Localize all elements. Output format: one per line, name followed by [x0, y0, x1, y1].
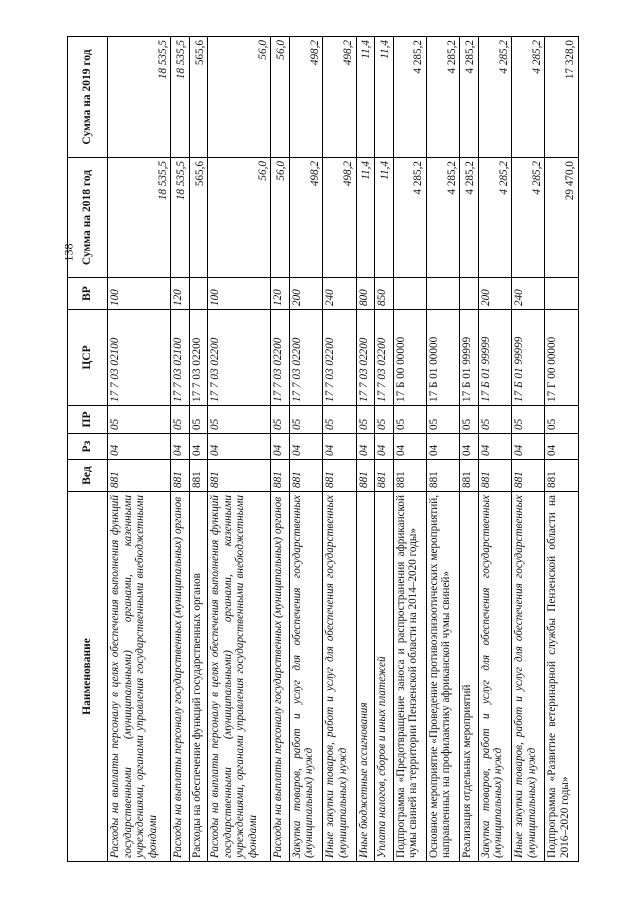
cell-name: Подпрограмма «Развитие ветеринарной службы Пензенской области на 2016–2020 годы» [545, 492, 579, 862]
cell-pr: 05 [426, 406, 459, 434]
table-header-row [68, 37, 108, 862]
cell-sum-2018: 11,4 [356, 158, 374, 278]
table-row [460, 37, 478, 862]
cell-sum-2019: 18 535,5 [171, 37, 189, 158]
cell-rz: 04 [189, 434, 207, 460]
cell-csr: 17 7 03 02100 [108, 310, 171, 406]
cell-name: Расходы на выплаты персоналу в целях обеспечения выполнения функций государственными (муниципальными) органами, казенными учреждениями, органами управления государственными внебюджетными фондами [108, 492, 171, 862]
cell-pr: 05 [478, 406, 511, 434]
cell-sum-2018: 4 285,2 [478, 158, 511, 278]
cell-rz: 04 [323, 434, 356, 460]
cell-vr: 100 [108, 278, 171, 310]
cell-sum-2019: 498,2 [289, 37, 322, 158]
cell-sum-2018: 11,4 [375, 158, 393, 278]
table-row [171, 37, 189, 862]
cell-sum-2018: 4 285,2 [460, 158, 478, 278]
header-vr: ВР [68, 278, 108, 310]
cell-ved: 881 [271, 460, 289, 492]
page-number: 138 [61, 243, 76, 262]
cell-rz: 04 [289, 434, 322, 460]
cell-name: Закупка товаров, работ и услуг для обеспечения государственных (муниципальных) нужд [289, 492, 322, 862]
cell-pr: 05 [208, 406, 271, 434]
cell-sum-2019: 56,0 [208, 37, 271, 158]
cell-vr [426, 278, 459, 310]
cell-vr: 200 [478, 278, 511, 310]
cell-name: Иные бюджетные ассигнования [356, 492, 374, 862]
table-row [271, 37, 289, 862]
cell-csr: 17 7 03 02200 [356, 310, 374, 406]
cell-sum-2018: 56,0 [208, 158, 271, 278]
cell-sum-2019: 18 535,5 [108, 37, 171, 158]
header-rz: Рз [68, 434, 108, 460]
table-row [545, 37, 579, 862]
cell-vr: 200 [289, 278, 322, 310]
cell-vr [460, 278, 478, 310]
cell-ved: 881 [189, 460, 207, 492]
cell-sum-2018: 498,2 [323, 158, 356, 278]
cell-sum-2018: 4 285,2 [426, 158, 459, 278]
cell-pr: 05 [393, 406, 426, 434]
cell-ved: 881 [171, 460, 189, 492]
cell-sum-2019: 4 285,2 [393, 37, 426, 158]
cell-vr: 800 [356, 278, 374, 310]
cell-rz: 04 [208, 434, 271, 460]
cell-ved: 881 [460, 460, 478, 492]
cell-vr [189, 278, 207, 310]
cell-csr: 17 7 03 02200 [289, 310, 322, 406]
table-row [323, 37, 356, 862]
cell-rz: 04 [545, 434, 579, 460]
cell-name: Расходы на выплаты персоналу государственных (муниципальных) органов [271, 492, 289, 862]
table-row [289, 37, 322, 862]
cell-rz: 04 [375, 434, 393, 460]
cell-vr: 120 [171, 278, 189, 310]
cell-rz: 04 [460, 434, 478, 460]
cell-vr [393, 278, 426, 310]
cell-pr: 05 [545, 406, 579, 434]
cell-name: Расходы на выплаты персоналу в целях обеспечения выполнения функций государственными (муниципальными) органами, казенными учреждениями, органами управления государственными внебюджетными фондами [208, 492, 271, 862]
cell-sum-2019: 498,2 [323, 37, 356, 158]
cell-csr: 17 7 03 02200 [323, 310, 356, 406]
cell-pr: 05 [289, 406, 322, 434]
cell-csr: 17 7 03 02200 [375, 310, 393, 406]
cell-rz: 04 [171, 434, 189, 460]
cell-name: Основное мероприятие «Проведение противоэпизоотических мероприятий, направленных на профилактику африканской чумы свиней» [426, 492, 459, 862]
cell-vr: 120 [271, 278, 289, 310]
cell-rz: 04 [512, 434, 545, 460]
cell-ved: 881 [208, 460, 271, 492]
cell-ved: 881 [108, 460, 171, 492]
cell-sum-2018: 29 470,0 [545, 158, 579, 278]
cell-sum-2018: 18 535,5 [108, 158, 171, 278]
cell-pr: 05 [323, 406, 356, 434]
cell-sum-2019: 565,6 [189, 37, 207, 158]
table-row [208, 37, 271, 862]
cell-sum-2018: 4 285,2 [512, 158, 545, 278]
cell-name: Подпрограмма «Предотвращение заноса и распространения африканской чумы свиней на территории Пензенской области на 2014–2020 годы» [393, 492, 426, 862]
header-sum-2019: Сумма на 2019 год [68, 37, 108, 158]
cell-sum-2019: 4 285,2 [426, 37, 459, 158]
table-row [189, 37, 207, 862]
cell-sum-2019: 11,4 [375, 37, 393, 158]
cell-pr: 05 [108, 406, 171, 434]
cell-pr: 05 [356, 406, 374, 434]
cell-ved: 881 [289, 460, 322, 492]
header-pr: ПР [68, 406, 108, 434]
cell-csr: 17 Г 00 00000 [545, 310, 579, 406]
cell-rz: 04 [426, 434, 459, 460]
rotated-table-container [67, 37, 579, 862]
cell-rz: 04 [108, 434, 171, 460]
cell-pr: 05 [189, 406, 207, 434]
cell-sum-2018: 56,0 [271, 158, 289, 278]
cell-ved: 881 [393, 460, 426, 492]
cell-sum-2019: 17 328,0 [545, 37, 579, 158]
cell-vr: 240 [512, 278, 545, 310]
cell-name: Уплата налогов, сборов и иных платежей [375, 492, 393, 862]
table-row [393, 37, 426, 862]
cell-csr: 17 7 03 02200 [271, 310, 289, 406]
table-row [375, 37, 393, 862]
cell-sum-2019: 4 285,2 [478, 37, 511, 158]
cell-rz: 04 [271, 434, 289, 460]
cell-sum-2019: 56,0 [271, 37, 289, 158]
cell-sum-2019: 4 285,2 [460, 37, 478, 158]
cell-sum-2018: 18 535,5 [171, 158, 189, 278]
budget-table [67, 36, 579, 862]
cell-csr: 17 Б 01 99999 [460, 310, 478, 406]
cell-pr: 05 [460, 406, 478, 434]
cell-sum-2018: 565,6 [189, 158, 207, 278]
cell-ved: 881 [375, 460, 393, 492]
header-name: Наименование [68, 492, 108, 862]
cell-ved: 881 [545, 460, 579, 492]
cell-name: Расходы на выплаты персоналу государственных (муниципальных) органов [171, 492, 189, 862]
cell-csr: 17 Б 01 99999 [478, 310, 511, 406]
cell-rz: 04 [478, 434, 511, 460]
cell-vr: 100 [208, 278, 271, 310]
cell-rz: 04 [356, 434, 374, 460]
cell-ved: 881 [478, 460, 511, 492]
header-ved: Вед [68, 460, 108, 492]
cell-rz: 04 [393, 434, 426, 460]
cell-name: Иные закупки товаров, работ и услуг для обеспечения государственных (муниципальных) нужд [323, 492, 356, 862]
cell-name: Реализация отдельных мероприятий [460, 492, 478, 862]
cell-pr: 05 [171, 406, 189, 434]
cell-csr: 17 7 03 02100 [171, 310, 189, 406]
cell-vr [545, 278, 579, 310]
table-row [356, 37, 374, 862]
cell-sum-2019: 4 285,2 [512, 37, 545, 158]
table-row [426, 37, 459, 862]
cell-pr: 05 [375, 406, 393, 434]
header-sum-2018: Сумма на 2018 год [68, 158, 108, 278]
cell-pr: 05 [271, 406, 289, 434]
cell-sum-2019: 11,4 [356, 37, 374, 158]
cell-ved: 881 [512, 460, 545, 492]
cell-ved: 881 [356, 460, 374, 492]
cell-name: Закупка товаров, работ и услуг для обеспечения государственных (муниципальных) нужд [478, 492, 511, 862]
cell-sum-2018: 498,2 [289, 158, 322, 278]
cell-sum-2018: 4 285,2 [393, 158, 426, 278]
cell-csr: 17 Б 01 99999 [512, 310, 545, 406]
cell-csr: 17 7 03 02200 [189, 310, 207, 406]
cell-ved: 881 [323, 460, 356, 492]
cell-ved: 881 [426, 460, 459, 492]
cell-name: Расходы на обеспечение функций государственных органов [189, 492, 207, 862]
table-body [108, 37, 579, 862]
cell-vr: 240 [323, 278, 356, 310]
table-row [478, 37, 511, 862]
table-row [108, 37, 171, 862]
cell-vr: 850 [375, 278, 393, 310]
cell-name: Иные закупки товаров, работ и услуг для обеспечения государственных (муниципальных) нужд [512, 492, 545, 862]
cell-csr: 17 7 03 02200 [208, 310, 271, 406]
table-row [512, 37, 545, 862]
cell-csr: 17 Б 00 00000 [393, 310, 426, 406]
cell-pr: 05 [512, 406, 545, 434]
header-csr: ЦСР [68, 310, 108, 406]
cell-csr: 17 Б 01 00000 [426, 310, 459, 406]
